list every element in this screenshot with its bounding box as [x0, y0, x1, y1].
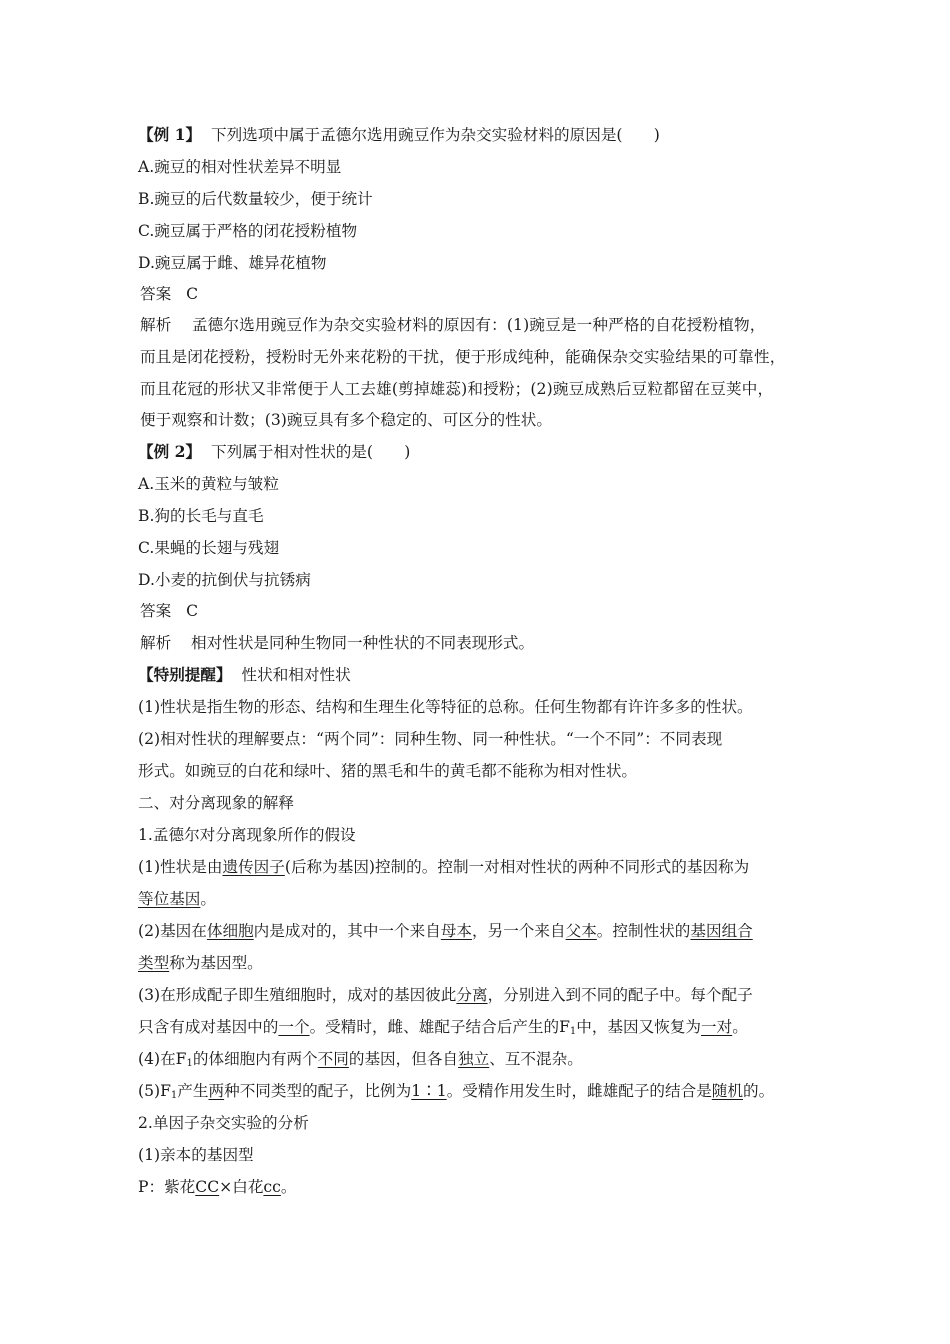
blank-answer: 一个 — [278, 1018, 310, 1036]
subsection2-item1: (1)亲本的基因型 — [138, 1146, 254, 1164]
blank-answer: cc — [263, 1178, 281, 1196]
example1-analysis-line3: 而且花冠的形状又非常便于人工去雄(剪掉雄蕊)和授粉；(2)豌豆成熟后豆粒都留在豆荚中， — [140, 380, 774, 398]
text: 。控制性状的 — [596, 922, 691, 940]
blank-answer: 一对 — [701, 1018, 733, 1036]
text: 、互不混杂。 — [489, 1050, 583, 1068]
text: P：紫花 — [138, 1178, 196, 1196]
blank-answer: 遗传因子 — [222, 858, 285, 876]
text: 产生 — [177, 1082, 209, 1100]
subsection1-heading: 1.孟德尔对分离现象所作的假设 — [138, 826, 356, 844]
text: 的。 — [743, 1082, 775, 1100]
blank-answer: 父本 — [565, 922, 597, 940]
text: (后称为基因)控制的。控制一对相对性状的两种不同形式的基因称为 — [284, 858, 750, 876]
text: 。受精作用发生时，雌雄配子的结合是 — [446, 1082, 712, 1100]
tip-title: 性状和相对性状 — [241, 666, 351, 684]
hypothesis3-line1 — [138, 984, 838, 1006]
analysis-text: 相对性状是同种生物同一种性状的不同表现形式。 — [191, 634, 535, 652]
text: (2)基因在 — [138, 922, 207, 940]
example1-option-a: A.豌豆的相对性状差异不明显 — [138, 158, 342, 176]
hypothesis1-line2 — [138, 888, 838, 910]
text: 的基因，但各自 — [348, 1050, 459, 1068]
text: 内是成对的，其中一个来自 — [253, 922, 441, 940]
blank-answer: 母本 — [440, 922, 473, 940]
blank-answer: 基因组合 — [690, 922, 753, 940]
text: (1)性状是由 — [138, 858, 223, 876]
tip-paragraph2-line1: (2)相对性状的理解要点：“两个同”：同种生物、同一种性状。“一个不同”：不同表现 — [138, 730, 723, 748]
blank-answer: 独立 — [458, 1050, 490, 1068]
tip-paragraph2-line2: 形式。如豌豆的白花和绿叶、猪的黑毛和牛的黄毛都不能称为相对性状。 — [138, 762, 638, 780]
example1-option-d: D.豌豆属于雌、雄异花植物 — [138, 254, 327, 272]
text: ，另一个来自 — [472, 922, 566, 940]
text: (4)在F — [138, 1050, 187, 1068]
example1-label: 【例 1】 — [138, 125, 202, 144]
tip-paragraph1: (1)性状是指生物的形态、结构和生理生化等特征的总称。任何生物都有许许多多的性状。 — [138, 698, 753, 716]
text: 。受精时，雌、雄配子结合后产生的F — [309, 1018, 570, 1036]
blank-answer: CC — [195, 1178, 220, 1196]
text: 只含有成对基因中的 — [138, 1018, 279, 1036]
parent-genotype-line — [138, 1176, 838, 1198]
blank-answer: 1∶1 — [411, 1082, 447, 1100]
example1-option-b: B.豌豆的后代数量较少，便于统计 — [138, 190, 373, 208]
text: 种不同类型的配子，比例为 — [224, 1082, 412, 1100]
subscript: 1 — [170, 1090, 178, 1101]
text: 的体细胞内有两个 — [192, 1050, 318, 1068]
example2-option-d: D.小麦的抗倒伏与抗锈病 — [138, 571, 311, 589]
tip-label: 【特别提醒】 — [138, 665, 232, 684]
example2-label: 【例 2】 — [138, 442, 202, 461]
text: ，分别进入到不同的配子中。每个配子 — [487, 986, 753, 1004]
text: (3)在形成配子即生殖细胞时，成对的基因彼此 — [138, 986, 457, 1004]
text: (5)F — [138, 1082, 171, 1100]
subscript: 1 — [186, 1058, 193, 1069]
hypothesis1-line1 — [138, 856, 838, 878]
subscript: 1 — [569, 1026, 577, 1037]
subsection2-heading: 2.单因子杂交实验的分析 — [138, 1114, 309, 1132]
blank-answer: 两 — [208, 1082, 225, 1100]
blank-answer: 等位基因 — [138, 890, 201, 908]
analysis-label: 解析 — [140, 634, 172, 652]
example2-question-text: 下列属于相对性状的是( ) — [210, 443, 411, 461]
hypothesis5 — [138, 1080, 838, 1102]
text: 中，基因又恢复为 — [576, 1018, 702, 1036]
example1-question — [138, 124, 838, 146]
example1-analysis-line4: 便于观察和计数；(3)豌豆具有多个稳定的、可区分的性状。 — [140, 411, 552, 429]
example2-question — [138, 441, 838, 463]
hypothesis4 — [138, 1048, 838, 1070]
blank-answer: 分离 — [456, 986, 488, 1004]
answer-value: C — [186, 602, 199, 620]
example1-question-text: 下列选项中属于孟德尔选用豌豆作为杂交实验材料的原因是( ) — [210, 126, 660, 144]
text: 。 — [200, 890, 216, 908]
blank-answer: 类型 — [138, 954, 170, 972]
example1-answer — [140, 283, 840, 305]
example2-option-b: B.狗的长毛与直毛 — [138, 507, 264, 525]
text: ×白花 — [219, 1178, 264, 1196]
answer-label: 答案 — [140, 602, 172, 620]
tip-heading — [138, 664, 838, 686]
example1-option-c: C.豌豆属于严格的闭花授粉植物 — [138, 222, 358, 240]
analysis-text: 孟德尔选用豌豆作为杂交实验材料的原因有：(1)豌豆是一种严格的自花授粉植物， — [191, 316, 766, 334]
section2-heading: 二、对分离现象的解释 — [138, 794, 294, 812]
answer-label: 答案 — [140, 285, 172, 303]
text: 称为基因型。 — [169, 954, 263, 972]
hypothesis2-line2 — [138, 952, 838, 974]
example2-analysis — [140, 632, 840, 654]
analysis-label: 解析 — [140, 316, 172, 334]
example2-answer — [140, 600, 840, 622]
answer-value: C — [186, 285, 199, 303]
hypothesis3-line2 — [138, 1016, 838, 1038]
blank-answer: 不同 — [317, 1050, 349, 1068]
example2-option-c: C.果蝇的长翅与残翅 — [138, 539, 280, 557]
blank-answer: 体细胞 — [206, 922, 254, 940]
hypothesis2-line1 — [138, 920, 838, 942]
example2-option-a: A.玉米的黄粒与皱粒 — [138, 475, 279, 493]
blank-answer: 随机 — [711, 1082, 743, 1100]
text: 。 — [732, 1018, 748, 1036]
text: 。 — [280, 1178, 297, 1196]
example1-analysis-line2: 而且是闭花授粉，授粉时无外来花粉的干扰，便于形成纯种，能确保杂交实验结果的可靠性， — [140, 348, 786, 366]
example1-analysis-line1 — [140, 314, 840, 336]
